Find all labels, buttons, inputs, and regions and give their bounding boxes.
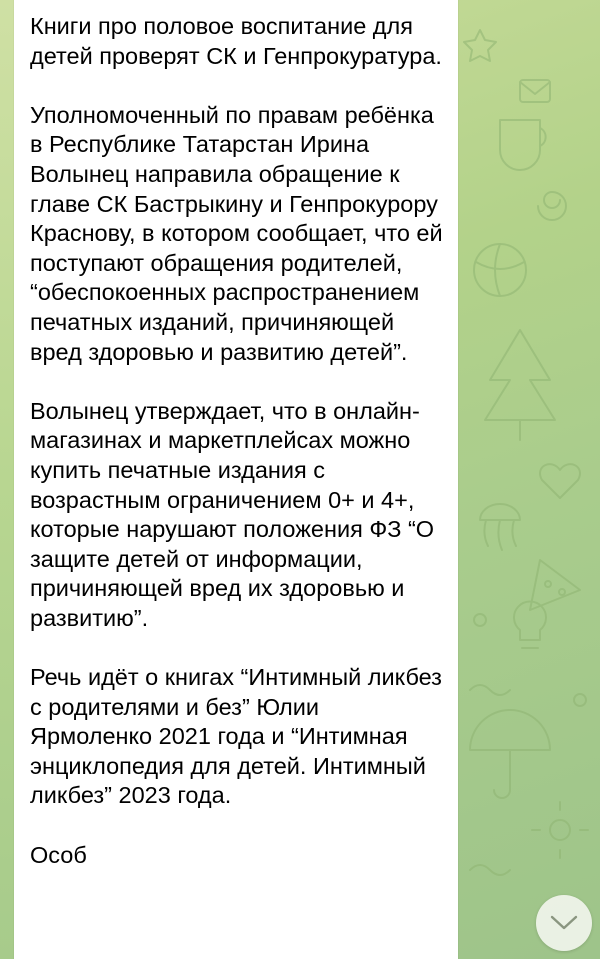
message-bubble[interactable] (14, 0, 458, 959)
message-paragraph-4: Речь идёт о книгах “Интимный ликбез с родителями и без” Юлии Ярмоленко 2021 года и “Интимная энциклопедия для детей. Интимный ликбез” 2023 года. (30, 664, 442, 809)
scroll-down-button[interactable] (536, 895, 592, 951)
message-paragraph-2: Уполномоченный по правам ребёнка в Республике Татарстан Ирина Волынец направила обращение к главе СК Бастрыкину и Генпрокурору Краснову, в котором сообщает, что ей поступают обращения родителей, “обеспокоенных распространением печатных изданий, причиняющей вред здоровью и развитию детей”. (30, 101, 443, 365)
message-paragraph-5: Особ (30, 841, 87, 868)
chevron-down-icon (550, 915, 578, 931)
message-paragraph-1: Книги про половое воспитание для детей проверят СК и Генпрокуратура. (30, 13, 442, 69)
left-wallpaper-strip (0, 0, 14, 959)
message-paragraph-3: Волынец утверждает, что в онлайн-магазинах и маркетплейсах можно купить печатные издания с возрастным ограничением 0+ и 4+, которые нарушают положения ФЗ “О защите детей от информации, причиняющей вред их здоровью и развитию”. (30, 397, 435, 631)
message-text (30, 12, 446, 900)
